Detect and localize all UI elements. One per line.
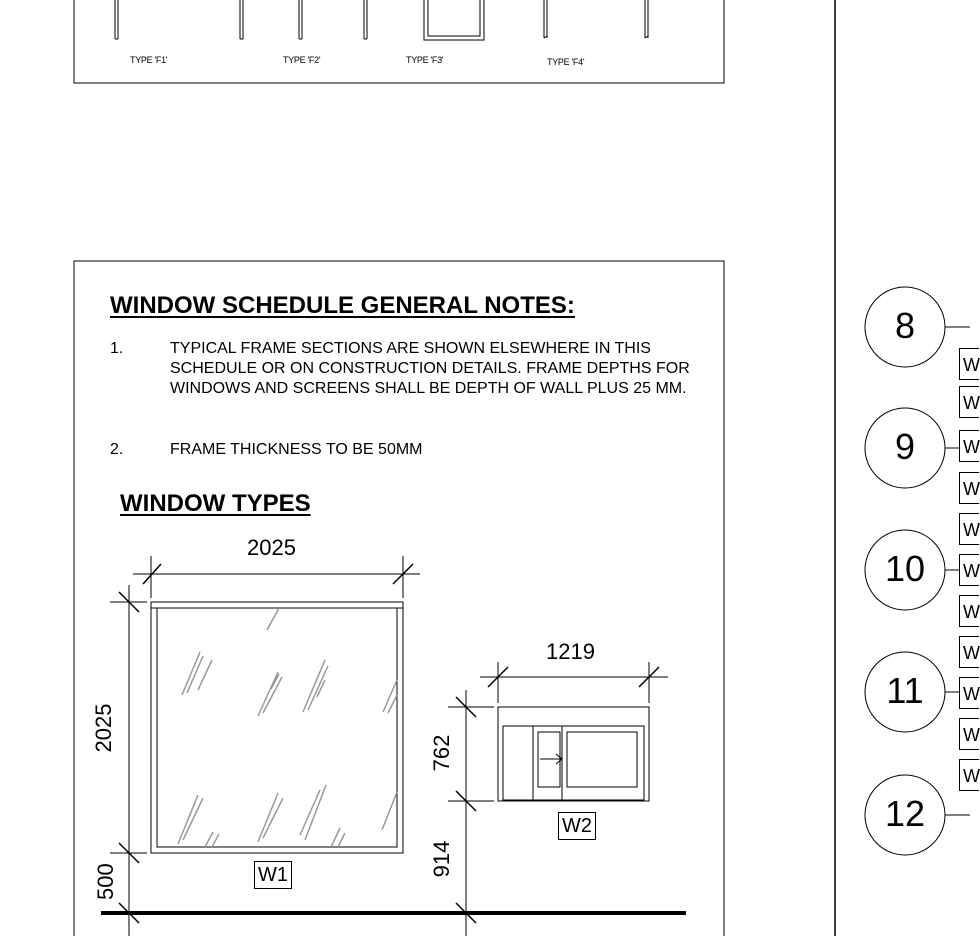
window-tag: W xyxy=(959,554,979,586)
w2-sill-dimension: 914 xyxy=(429,840,454,878)
frame-type-label: TYPE 'F3' xyxy=(406,55,444,65)
frame-type-label: TYPE 'F2' xyxy=(283,55,321,65)
note-number: 2. xyxy=(110,441,124,458)
window-tag: W xyxy=(959,430,979,462)
frame-type-label: TYPE 'F4' xyxy=(547,57,585,67)
grid-line-number: 9 xyxy=(894,426,916,467)
grid-line-number: 11 xyxy=(886,670,924,711)
note-number: 1. xyxy=(110,340,124,357)
window-w1-elevation xyxy=(151,602,403,853)
window-tag: W xyxy=(959,386,979,418)
window-tag: W xyxy=(959,759,979,791)
w2-height-dimension: 762 xyxy=(429,734,454,772)
frame-types-panel xyxy=(74,0,724,83)
w2-width-dimension: 1219 xyxy=(546,639,595,664)
window-tag: W xyxy=(959,718,979,750)
note-text: TYPICAL FRAME SECTIONS ARE SHOWN ELSEWHERE IN THIS SCHEDULE OR ON CONSTRUCTION DETAILS. FRAME DEPTHS FOR WINDOWS AND SCREENS SHALL BE DEPTH OF WALL PLUS 25 MM. xyxy=(170,340,690,397)
w1-width-dimension: 2025 xyxy=(247,535,296,560)
window-tag: W xyxy=(959,595,979,627)
w1-tag: W1 xyxy=(254,861,292,889)
window-tag: W xyxy=(959,513,979,545)
window-tag: W xyxy=(959,636,979,668)
w1-height-dimension: 2025 xyxy=(91,703,116,753)
window-w2-elevation xyxy=(498,707,649,801)
window-tag: W xyxy=(959,348,979,380)
window-types-title: WINDOW TYPES xyxy=(120,490,311,517)
grid-line-number: 12 xyxy=(884,793,926,834)
grid-line-number: 8 xyxy=(894,305,916,346)
window-tag: W xyxy=(959,472,979,504)
general-notes-title: WINDOW SCHEDULE GENERAL NOTES: xyxy=(110,292,575,319)
grid-line-number: 10 xyxy=(884,548,926,589)
window-tag: W xyxy=(959,677,979,709)
note-text: FRAME THICKNESS TO BE 50MM xyxy=(170,441,423,458)
w1-glass-hatch xyxy=(178,608,397,847)
w2-dimension-lines xyxy=(448,662,668,936)
w1-sill-dimension: 500 xyxy=(93,863,118,900)
frame-type-label: TYPE 'F1' xyxy=(130,55,168,65)
w2-tag: W2 xyxy=(558,812,596,840)
